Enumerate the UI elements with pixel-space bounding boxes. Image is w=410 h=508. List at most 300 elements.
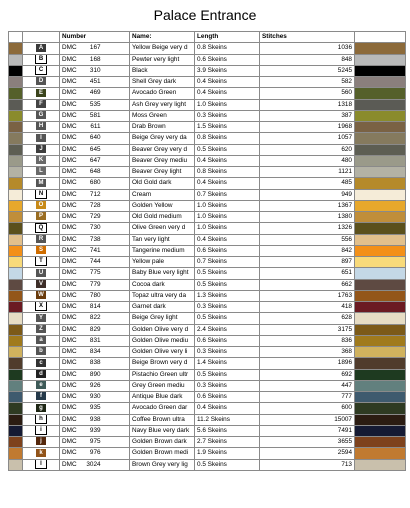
color-swatch xyxy=(9,167,23,178)
thread-length: 0.5 Skeins xyxy=(195,144,260,155)
thread-number xyxy=(60,324,130,335)
thread-brand: DMC xyxy=(62,190,77,198)
thread-number xyxy=(60,110,130,121)
thread-number xyxy=(60,414,130,425)
thread-stitches: 628 xyxy=(260,313,355,324)
thread-brand: DMC xyxy=(62,44,77,52)
color-swatch xyxy=(9,212,23,223)
thread-stitches: 387 xyxy=(260,110,355,121)
table-row xyxy=(9,99,406,110)
table-row xyxy=(9,380,406,391)
thread-number xyxy=(60,358,130,369)
thread-stitches: 897 xyxy=(260,257,355,268)
thread-name: Coffee Brown ultra xyxy=(130,414,195,425)
thread-length: 2.4 Skeins xyxy=(195,324,260,335)
thread-brand: DMC xyxy=(62,291,77,299)
thread-stitches: 5245 xyxy=(260,65,355,76)
thread-length: 1.0 Skeins xyxy=(195,223,260,234)
thread-brand: DMC xyxy=(62,78,77,86)
thread-length: 0.6 Skeins xyxy=(195,335,260,346)
thread-code: 926 xyxy=(89,381,101,389)
thread-stitches: 3175 xyxy=(260,324,355,335)
symbol-glyph: W xyxy=(36,291,46,299)
color-swatch xyxy=(9,155,23,166)
table-row xyxy=(9,437,406,448)
thread-name: Avocado Green xyxy=(130,88,195,99)
thread-length: 0.8 Skeins xyxy=(195,167,260,178)
thread-code: 469 xyxy=(89,89,101,97)
thread-name: Beige Brown very d xyxy=(130,358,195,369)
symbol-cell xyxy=(23,189,60,200)
thread-code: 738 xyxy=(89,235,101,243)
symbol-glyph: e xyxy=(36,381,46,389)
thread-number xyxy=(60,302,130,313)
symbol-cell xyxy=(23,279,60,290)
symbol-glyph: S xyxy=(36,246,46,254)
symbol-glyph: U xyxy=(36,269,46,277)
thread-stitches: 1318 xyxy=(260,99,355,110)
symbol-cell xyxy=(23,133,60,144)
color-swatch-right xyxy=(355,178,406,189)
color-swatch-right xyxy=(355,223,406,234)
color-swatch xyxy=(9,448,23,459)
thread-stitches: 1763 xyxy=(260,290,355,301)
thread-brand: DMC xyxy=(62,325,77,333)
thread-number xyxy=(60,133,130,144)
thread-name: Golden Olive very d xyxy=(130,324,195,335)
thread-name: Cocoa dark xyxy=(130,279,195,290)
symbol-cell xyxy=(23,369,60,380)
table-row xyxy=(9,324,406,335)
thread-name: Beige Grey light xyxy=(130,313,195,324)
thread-number xyxy=(60,212,130,223)
color-swatch xyxy=(9,144,23,155)
thread-length: 0.8 Skeins xyxy=(195,133,260,144)
symbol-cell xyxy=(23,223,60,234)
thread-code: 822 xyxy=(89,314,101,322)
thread-name: Black xyxy=(130,65,195,76)
thread-length: 0.6 Skeins xyxy=(195,54,260,65)
thread-length: 0.6 Skeins xyxy=(195,392,260,403)
table-row xyxy=(9,234,406,245)
symbol-cell xyxy=(23,155,60,166)
thread-name: Beaver Grey light xyxy=(130,167,195,178)
thread-number xyxy=(60,347,130,358)
thread-code: 729 xyxy=(89,213,101,221)
thread-number xyxy=(60,234,130,245)
page-title: Palace Entrance xyxy=(153,7,257,23)
symbol-glyph: h xyxy=(36,415,46,423)
thread-code: 814 xyxy=(89,303,101,311)
thread-name: Tangerine medium xyxy=(130,245,195,256)
table-row xyxy=(9,189,406,200)
color-swatch-right xyxy=(355,200,406,211)
thread-name: Ash Grey very light xyxy=(130,99,195,110)
symbol-glyph: J xyxy=(36,145,46,153)
color-swatch-right xyxy=(355,144,406,155)
thread-code: 829 xyxy=(89,325,101,333)
color-swatch-right xyxy=(355,347,406,358)
thread-number xyxy=(60,99,130,110)
symbol-cell xyxy=(23,257,60,268)
color-swatch xyxy=(9,392,23,403)
thread-stitches: 418 xyxy=(260,302,355,313)
thread-length: 0.5 Skeins xyxy=(195,369,260,380)
thread-length: 0.4 Skeins xyxy=(195,234,260,245)
thread-brand: DMC xyxy=(62,404,77,412)
thread-length: 1.0 Skeins xyxy=(195,99,260,110)
table-row xyxy=(9,279,406,290)
color-swatch-right xyxy=(355,448,406,459)
thread-number xyxy=(60,268,130,279)
color-swatch xyxy=(9,313,23,324)
table-row xyxy=(9,200,406,211)
table-row xyxy=(9,257,406,268)
thread-name: Antique Blue dark xyxy=(130,392,195,403)
symbol-glyph: M xyxy=(36,179,46,187)
thread-stitches: 556 xyxy=(260,234,355,245)
thread-name: Pewter very light xyxy=(130,54,195,65)
symbol-glyph: i xyxy=(36,426,46,434)
symbol-glyph: R xyxy=(36,235,46,243)
thread-stitches: 620 xyxy=(260,144,355,155)
table-row xyxy=(9,358,406,369)
thread-length: 1.5 Skeins xyxy=(195,122,260,133)
symbol-cell xyxy=(23,167,60,178)
thread-brand: DMC xyxy=(62,89,77,97)
table-row xyxy=(9,425,406,436)
table-row xyxy=(9,65,406,76)
thread-name: Grey Green mediu xyxy=(130,380,195,391)
thread-stitches: 3655 xyxy=(260,437,355,448)
table-row xyxy=(9,335,406,346)
thread-name: Shell Grey dark xyxy=(130,77,195,88)
thread-code: 741 xyxy=(89,246,101,254)
thread-code: 935 xyxy=(89,404,101,412)
table-row xyxy=(9,313,406,324)
symbol-cell xyxy=(23,54,60,65)
color-swatch xyxy=(9,437,23,448)
symbol-glyph: f xyxy=(36,392,46,400)
thread-length: 0.5 Skeins xyxy=(195,268,260,279)
color-swatch-right xyxy=(355,425,406,436)
symbol-cell xyxy=(23,234,60,245)
color-swatch-right xyxy=(355,122,406,133)
thread-code: 611 xyxy=(90,123,101,131)
color-swatch-right xyxy=(355,268,406,279)
thread-brand: DMC xyxy=(62,224,77,232)
symbol-glyph: b xyxy=(36,347,46,355)
symbol-cell xyxy=(23,245,60,256)
thread-stitches: 1380 xyxy=(260,212,355,223)
thread-stitches: 447 xyxy=(260,380,355,391)
thread-code: 680 xyxy=(89,179,101,187)
table-header-row xyxy=(9,32,406,43)
thread-stitches: 1896 xyxy=(260,358,355,369)
symbol-glyph: H xyxy=(36,122,46,130)
thread-brand: DMC xyxy=(62,370,77,378)
thread-stitches: 480 xyxy=(260,155,355,166)
symbol-cell xyxy=(23,43,60,54)
color-swatch xyxy=(9,358,23,369)
thread-code: 167 xyxy=(89,44,101,52)
thread-code: 779 xyxy=(89,280,101,288)
thread-code: 780 xyxy=(89,291,101,299)
thread-code: 3024 xyxy=(86,460,101,468)
thread-stitches: 692 xyxy=(260,369,355,380)
thread-brand: DMC xyxy=(62,145,77,153)
color-swatch xyxy=(9,257,23,268)
thread-brand: DMC xyxy=(62,123,77,131)
thread-name: Pistachio Green ultr xyxy=(130,369,195,380)
color-swatch-right xyxy=(355,110,406,121)
thread-length: 0.3 Skeins xyxy=(195,347,260,358)
thread-code: 728 xyxy=(89,201,101,209)
table-row xyxy=(9,347,406,358)
thread-number xyxy=(60,77,130,88)
thread-length: 1.9 Skeins xyxy=(195,448,260,459)
thread-name: Golden Brown medi xyxy=(130,448,195,459)
thread-stitches: 560 xyxy=(260,88,355,99)
thread-number xyxy=(60,223,130,234)
thread-number xyxy=(60,122,130,133)
thread-number xyxy=(60,200,130,211)
color-swatch xyxy=(9,245,23,256)
table-row xyxy=(9,212,406,223)
thread-name: Golden Olive very li xyxy=(130,347,195,358)
symbol-cell xyxy=(23,99,60,110)
thread-length: 1.0 Skeins xyxy=(195,200,260,211)
thread-code: 451 xyxy=(89,78,101,86)
thread-number xyxy=(60,437,130,448)
header-symbol xyxy=(23,32,60,43)
color-swatch-right xyxy=(355,414,406,425)
thread-code: 976 xyxy=(89,449,101,457)
thread-length: 0.4 Skeins xyxy=(195,155,260,166)
symbol-glyph: X xyxy=(36,302,46,310)
header-swatch xyxy=(9,32,23,43)
table-row xyxy=(9,414,406,425)
header-number: Number xyxy=(60,32,130,43)
symbol-cell xyxy=(23,459,60,470)
thread-brand: DMC xyxy=(62,314,77,322)
symbol-glyph: g xyxy=(36,404,46,412)
thread-stitches: 836 xyxy=(260,335,355,346)
thread-stitches: 651 xyxy=(260,268,355,279)
symbol-cell xyxy=(23,122,60,133)
color-swatch xyxy=(9,459,23,470)
color-swatch-right xyxy=(355,234,406,245)
thread-number xyxy=(60,392,130,403)
thread-brand: DMC xyxy=(62,426,77,434)
table-row xyxy=(9,223,406,234)
thread-code: 930 xyxy=(89,393,101,401)
thread-code: 834 xyxy=(89,348,101,356)
table-row xyxy=(9,122,406,133)
thread-table xyxy=(8,31,406,471)
color-swatch-right xyxy=(355,302,406,313)
thread-name: Golden Brown dark xyxy=(130,437,195,448)
color-swatch-right xyxy=(355,403,406,414)
thread-name: Beige Grey very da xyxy=(130,133,195,144)
symbol-glyph: F xyxy=(36,100,46,108)
thread-number xyxy=(60,257,130,268)
thread-name: Cream xyxy=(130,189,195,200)
symbol-glyph: P xyxy=(36,212,46,220)
header-length: Length xyxy=(195,32,260,43)
table-row xyxy=(9,245,406,256)
thread-name: Brown Grey very lig xyxy=(130,459,195,470)
color-swatch-right xyxy=(355,88,406,99)
thread-length: 0.4 Skeins xyxy=(195,403,260,414)
table-row xyxy=(9,403,406,414)
thread-code: 775 xyxy=(89,269,101,277)
color-swatch xyxy=(9,234,23,245)
color-swatch xyxy=(9,414,23,425)
table-row xyxy=(9,54,406,65)
color-swatch xyxy=(9,133,23,144)
symbol-cell xyxy=(23,437,60,448)
thread-length: 1.3 Skeins xyxy=(195,290,260,301)
symbol-cell xyxy=(23,448,60,459)
thread-length: 11.2 Skeins xyxy=(195,414,260,425)
thread-stitches: 662 xyxy=(260,279,355,290)
color-swatch xyxy=(9,88,23,99)
thread-name: Yellow Beige very d xyxy=(130,43,195,54)
color-swatch-right xyxy=(355,212,406,223)
table-row xyxy=(9,459,406,470)
color-swatch-right xyxy=(355,43,406,54)
thread-brand: DMC xyxy=(62,213,77,221)
thread-code: 310 xyxy=(89,66,101,74)
thread-length: 1.0 Skeins xyxy=(195,212,260,223)
table-row xyxy=(9,178,406,189)
thread-number xyxy=(60,380,130,391)
thread-stitches: 1036 xyxy=(260,43,355,54)
symbol-glyph: A xyxy=(36,44,46,52)
color-swatch xyxy=(9,302,23,313)
thread-length: 0.7 Skeins xyxy=(195,257,260,268)
thread-stitches: 949 xyxy=(260,189,355,200)
color-swatch xyxy=(9,189,23,200)
symbol-glyph: N xyxy=(36,190,46,198)
thread-code: 645 xyxy=(89,145,101,153)
thread-brand: DMC xyxy=(62,460,77,468)
symbol-cell xyxy=(23,144,60,155)
color-swatch xyxy=(9,77,23,88)
thread-number xyxy=(60,65,130,76)
thread-name: Topaz ultra very da xyxy=(130,290,195,301)
table-row xyxy=(9,88,406,99)
thread-name: Old Gold dark xyxy=(130,178,195,189)
thread-brand: DMC xyxy=(62,168,77,176)
symbol-cell xyxy=(23,290,60,301)
color-swatch-right xyxy=(355,133,406,144)
thread-brand: DMC xyxy=(62,235,77,243)
thread-brand: DMC xyxy=(62,381,77,389)
symbol-cell xyxy=(23,212,60,223)
color-swatch-right xyxy=(355,77,406,88)
symbol-glyph: c xyxy=(36,359,46,367)
thread-number xyxy=(60,155,130,166)
color-swatch-right xyxy=(355,257,406,268)
thread-brand: DMC xyxy=(62,111,77,119)
color-swatch-right xyxy=(355,358,406,369)
color-swatch xyxy=(9,223,23,234)
symbol-glyph: V xyxy=(36,280,46,288)
table-row xyxy=(9,369,406,380)
symbol-cell xyxy=(23,268,60,279)
thread-name: Navy Blue very dark xyxy=(130,425,195,436)
color-swatch xyxy=(9,43,23,54)
color-swatch-right xyxy=(355,167,406,178)
symbol-cell xyxy=(23,110,60,121)
thread-brand: DMC xyxy=(62,179,77,187)
symbol-glyph: L xyxy=(36,167,46,175)
thread-name: Old Gold medium xyxy=(130,212,195,223)
thread-length: 1.4 Skeins xyxy=(195,358,260,369)
symbol-cell xyxy=(23,414,60,425)
thread-number xyxy=(60,54,130,65)
thread-length: 2.7 Skeins xyxy=(195,437,260,448)
thread-code: 938 xyxy=(89,415,101,423)
thread-number xyxy=(60,425,130,436)
thread-brand: DMC xyxy=(62,280,77,288)
thread-name: Olive Green very d xyxy=(130,223,195,234)
thread-length: 0.5 Skeins xyxy=(195,279,260,290)
thread-code: 581 xyxy=(89,111,101,119)
color-swatch-right xyxy=(355,324,406,335)
color-swatch xyxy=(9,369,23,380)
thread-name: Avocado Green dar xyxy=(130,403,195,414)
thread-name: Beaver Grey very d xyxy=(130,144,195,155)
color-swatch xyxy=(9,425,23,436)
color-swatch xyxy=(9,347,23,358)
color-swatch xyxy=(9,335,23,346)
color-swatch-right xyxy=(355,54,406,65)
symbol-glyph: Z xyxy=(36,325,46,333)
color-swatch-right xyxy=(355,335,406,346)
thread-name: Baby Blue very light xyxy=(130,268,195,279)
symbol-cell xyxy=(23,358,60,369)
table-row xyxy=(9,110,406,121)
thread-stitches: 1968 xyxy=(260,122,355,133)
thread-code: 744 xyxy=(89,258,101,266)
table-row xyxy=(9,268,406,279)
color-swatch xyxy=(9,290,23,301)
color-swatch xyxy=(9,380,23,391)
symbol-cell xyxy=(23,178,60,189)
color-swatch-right xyxy=(355,459,406,470)
thread-length: 0.4 Skeins xyxy=(195,88,260,99)
thread-name: Tan very light xyxy=(130,234,195,245)
thread-brand: DMC xyxy=(62,156,77,164)
color-swatch-right xyxy=(355,155,406,166)
symbol-cell xyxy=(23,335,60,346)
thread-length: 0.6 Skeins xyxy=(195,245,260,256)
color-swatch-right xyxy=(355,437,406,448)
table-row xyxy=(9,448,406,459)
symbol-cell xyxy=(23,77,60,88)
thread-brand: DMC xyxy=(62,393,77,401)
color-swatch xyxy=(9,122,23,133)
thread-number xyxy=(60,178,130,189)
color-swatch xyxy=(9,200,23,211)
thread-number xyxy=(60,189,130,200)
symbol-glyph: O xyxy=(36,201,46,209)
thread-length: 3.9 Skeins xyxy=(195,65,260,76)
thread-brand: DMC xyxy=(62,348,77,356)
